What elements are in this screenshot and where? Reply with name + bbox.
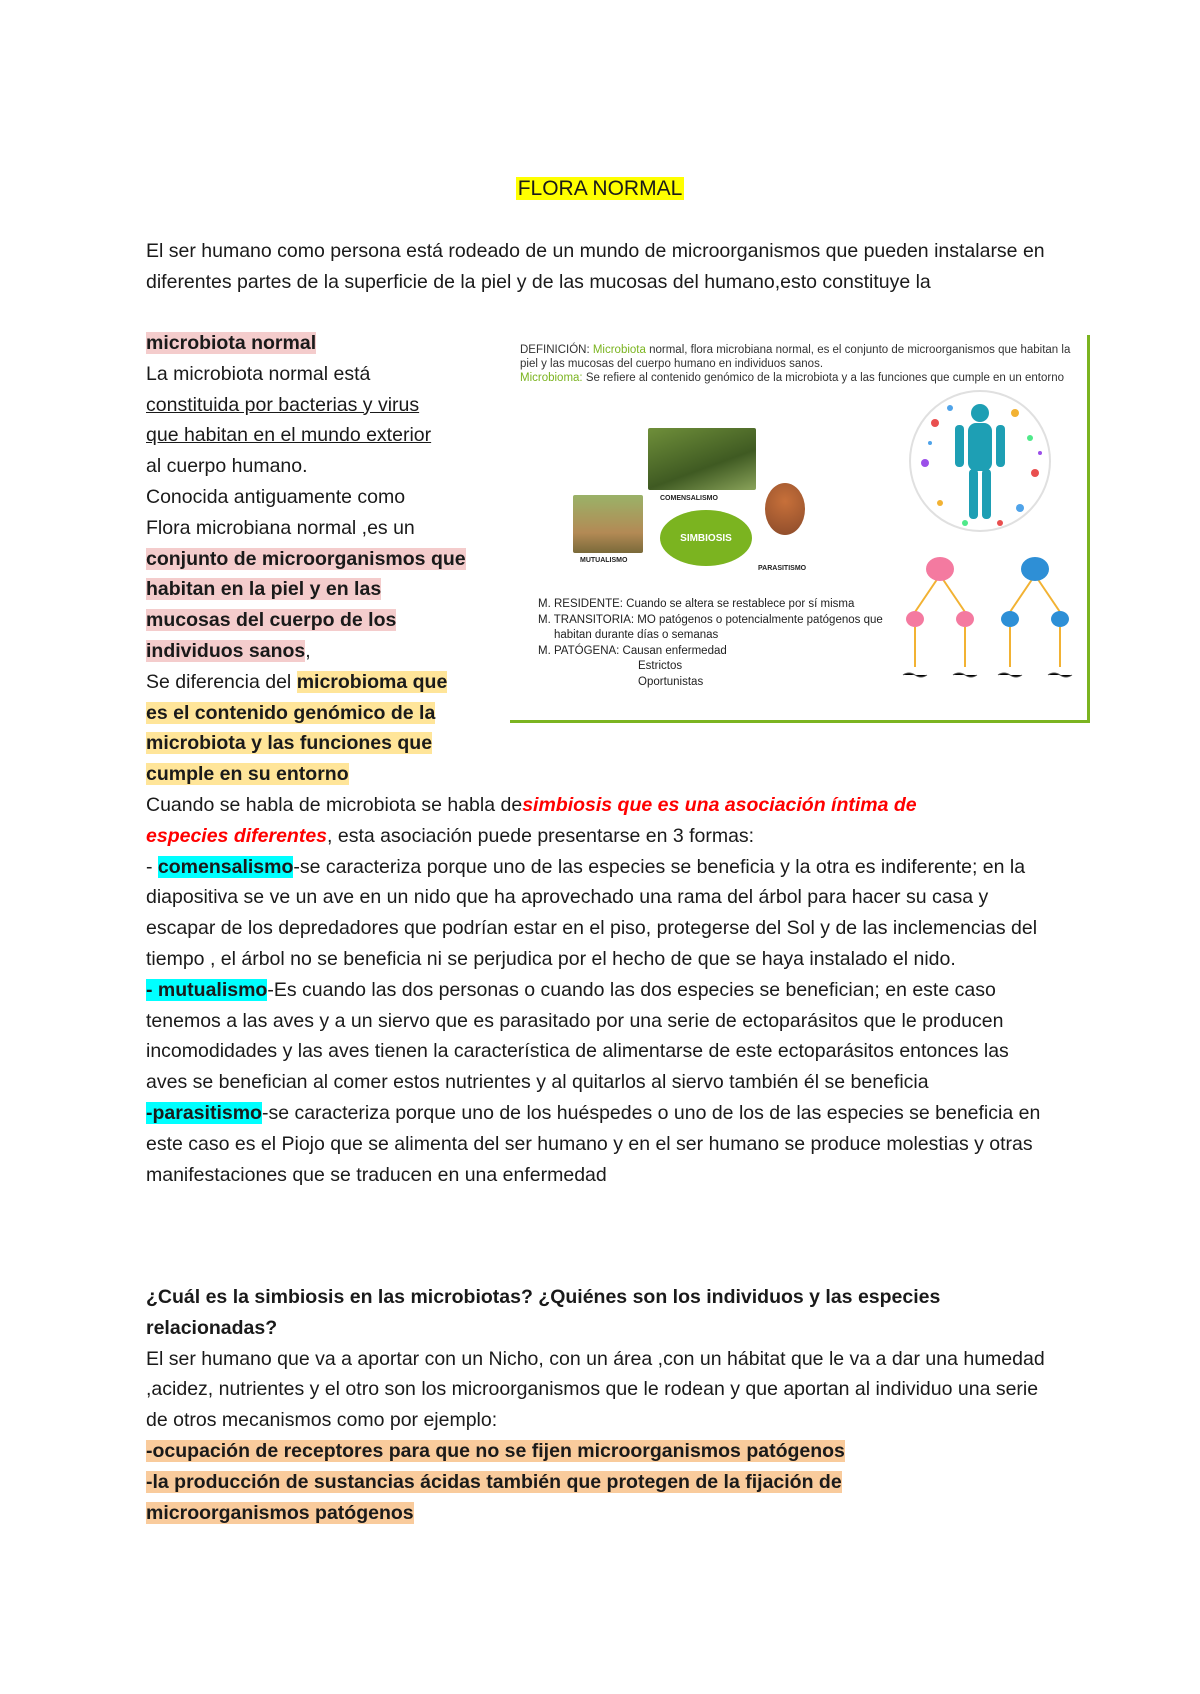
microbiota-normal-term: microbiota normal xyxy=(146,332,317,354)
deer-photo xyxy=(573,495,643,553)
tree-bird-photo xyxy=(648,428,756,490)
symbiosis-section: Cuando se habla de microbiota se habla desimbiosis que es una asociación íntima de especies diferentes, esta asociación puede presentarse en 3 formas: - comensalismo-se caracteriza porque uno de las especies se beneficia y la otra es indiferente; en la diapositiva se ve un ave en un nido que ha aprovechado una rama del árbol para hacer su casa y escapar de los depredadores que podrían estar en el piso, protegerse del Sol y de las inclemencias del tiempo , el árbol no se beneficia ni se perjudica por el hecho de que se haya instalado el nido. - mutualismo-Es cuando las dos personas o cuando las dos especies se benefician; en este caso tenemos a las aves y a un siervo que es parasitado por una serie de ectoparásitos que le producen incomodidades y las aves tienen la característica de alimentarse de este ectoparásitos entonces las aves se benefician al comer estos nutrientes y al quitarlos al siervo también él se beneficia -parasitismo-se caracteriza porque uno de los huéspedes o uno de los de las especies se beneficia en este caso es el Piojo que se alimenta del ser humano y en el ser humano se produce molestias y otras manifestaciones que se traducen en una enfermedad xyxy=(146,794,1041,1186)
parasitismo-tag: PARASITISMO xyxy=(758,565,807,572)
simbiosis-ellipse: SIMBIOSIS xyxy=(660,510,752,566)
slide-image xyxy=(510,335,1090,723)
question-heading: ¿Cuál es la simbiosis en las microbiotas? ¿Quiénes son los individuos y las especies relacionadas? xyxy=(146,1286,941,1339)
bullet-acids: -la producción de sustancias ácidas también que protegen de la fijación de xyxy=(146,1470,842,1493)
parasitismo-term: -parasitismo xyxy=(146,1101,262,1124)
slide-notes: M. RESIDENTE: Cuando se altera se restablece por sí misma M. TRANSITORIA: MO patógenos o potencialmente patógenos que habitan durante días o semanas M. PATÓGENA: Causan enfermedad Estrictos Oportunistas xyxy=(538,598,883,688)
comensalismo-term: comensalismo xyxy=(157,855,294,878)
slide-definition: DEFINICIÓN: Microbiota normal, flora microbiana normal, es el conjunto de microorganismos que habitan la piel y las mucosas del cuerpo humano en individuos sanos. Microbioma: Se refiere al contenido genómico de la microbiota y a las funciones que cumple en un entorno xyxy=(520,344,1071,384)
answer-paragraph: El ser humano que va a aportar con un Nicho, con un área ,con un hábitat que le va a dar una humedad ,acidez, nutrientes y el otro son los microorganismos que le rodean y que aportan al individuo una serie de otros mecanismos como por ejemplo: xyxy=(146,1347,1045,1432)
comensalismo-tag: COMENSALISMO xyxy=(660,495,718,502)
question-section: ¿Cuál es la simbiosis en las microbiotas? ¿Quiénes son los individuos y las especies relacionadas? El ser humano que va a aportar con un Nicho, con un área ,con un hábitat que le va a dar una humedad ,acidez, nutrientes y el otro son los microorganismos que le rodean y que aportan al individuo una serie de otros mecanismos como por ejemplo: -ocupación de receptores para que no se fijen microorganismos patógenos -la producción de sustancias ácidas también que protegen de la fijación de microorganismos patógenos xyxy=(146,1282,1046,1528)
mutualismo-term: - mutualismo xyxy=(146,978,268,1001)
narrow-column: microbiota normal La microbiota normal está constituida por bacterias y virus que habitan en el mundo exterior al cuerpo humano. Conocida antiguamente como Flora microbiana normal ,es un conjunto de microorganismos que habitan en la piel y en las mucosas del cuerpo de los individuos sanos, Se diferencia del microbioma que es el contenido genómico de la microbiota y las funciones que cumple en su entorno xyxy=(146,332,466,786)
bullet-receptors: -ocupación de receptores para que no se fijen microorganismos patógenos xyxy=(146,1439,845,1462)
intro-paragraph: El ser humano como persona está rodeado de un mundo de microorganismos que pueden instalarse en diferentes partes de la superficie de la piel y de las mucosas del humano,esto constituye la xyxy=(146,240,1045,293)
cell-division-diagram xyxy=(895,547,1085,712)
page-title: FLORA NORMAL xyxy=(517,177,683,200)
human-microbes-illustration xyxy=(905,383,1055,538)
mutualismo-tag: MUTUALISMO xyxy=(580,557,628,564)
head-photo xyxy=(765,483,805,535)
